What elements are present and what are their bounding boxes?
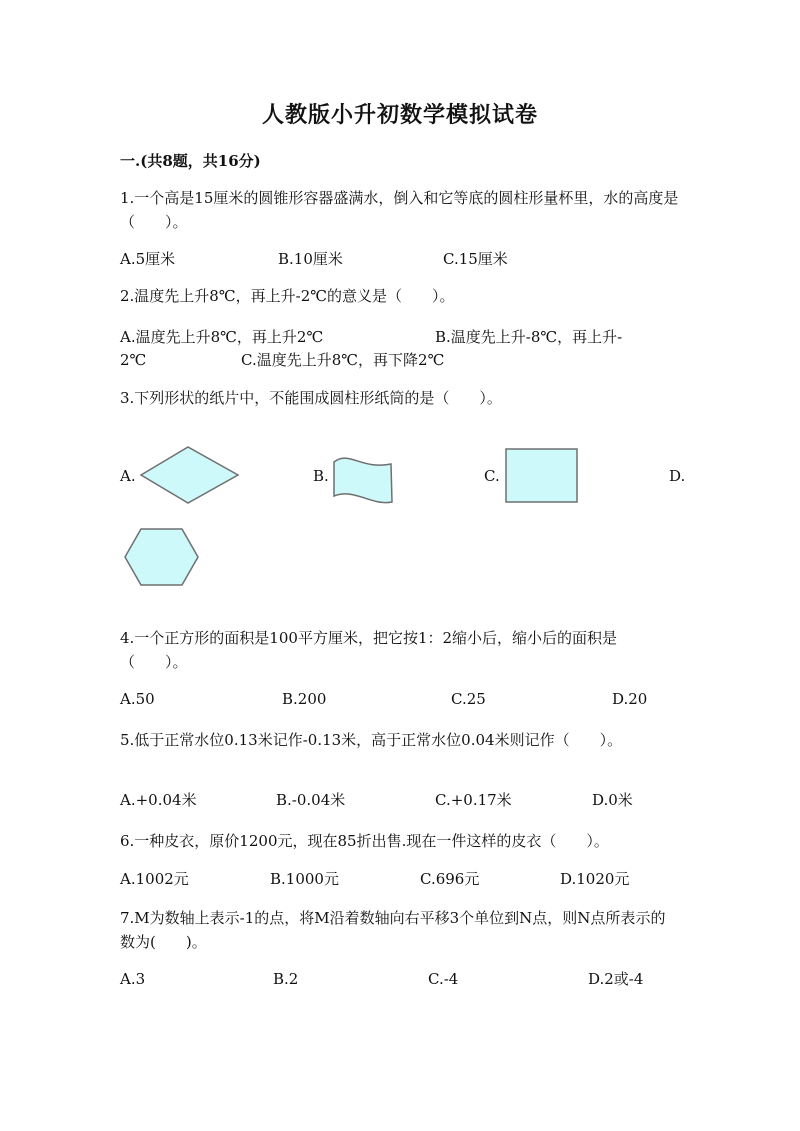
q4-option-d[interactable]: D.20 — [612, 690, 648, 708]
q6-option-b[interactable]: B.1000元 — [270, 870, 339, 888]
section-heading: 一.(共8题，共16分) — [120, 152, 261, 170]
q5-option-a[interactable]: A.+0.04米 — [120, 791, 197, 809]
page-title: 人教版小升初数学模拟试卷 — [261, 102, 538, 128]
question-1: 1.一个高是15厘米的圆锥形容器盛满水，倒入和它等底的圆柱形量杯里，水的高度是（ ）。 — [120, 189, 679, 231]
q5-option-b[interactable]: B.-0.04米 — [276, 791, 346, 809]
wavy-band-shape-icon — [331, 456, 395, 504]
q3-option-b[interactable]: B. — [313, 467, 329, 485]
question-7: 7.M为数轴上表示-1的点，将M沿着数轴向右平移3个单位到N点，则N点所表示的数为( )。 — [120, 909, 666, 951]
q2-option-b-continued: 2℃ — [120, 351, 147, 369]
q4-option-c[interactable]: C.25 — [451, 690, 486, 708]
q5-option-d[interactable]: D.0米 — [592, 791, 633, 809]
q2-option-a[interactable]: A.温度先上升8℃，再上升2℃ — [120, 328, 324, 346]
q1-option-a[interactable]: A.5厘米 — [120, 250, 176, 268]
rhombus-shape-icon — [140, 446, 240, 504]
q3-option-d[interactable]: D. — [669, 467, 686, 485]
question-2: 2.温度先上升8℃，再上升-2℃的意义是（ ）。 — [120, 287, 455, 305]
q4-option-a[interactable]: A.50 — [120, 690, 155, 708]
q2-option-b[interactable]: B.温度先上升-8℃，再上升- — [435, 328, 623, 346]
question-4: 4.一个正方形的面积是100平方厘米，把它按1：2缩小后，缩小后的面积是（ ）。 — [120, 629, 618, 671]
q6-option-c[interactable]: C.696元 — [420, 870, 480, 888]
q6-option-a[interactable]: A.1002元 — [120, 870, 189, 888]
q2-option-c[interactable]: C.温度先上升8℃，再下降2℃ — [241, 351, 445, 369]
question-6: 6.一种皮衣，原价1200元，现在85折出售.现在一件这样的皮衣（ ）。 — [120, 832, 609, 850]
q3-option-a[interactable]: A. — [120, 467, 136, 485]
q1-option-c[interactable]: C.15厘米 — [443, 250, 508, 268]
question-5: 5.低于正常水位0.13米记作-0.13米，高于正常水位0.04米则记作（ ）。 — [120, 731, 623, 749]
q7-option-c[interactable]: C.-4 — [428, 970, 459, 988]
rectangle-shape-icon — [505, 448, 579, 504]
q6-option-d[interactable]: D.1020元 — [560, 870, 630, 888]
q1-option-b[interactable]: B.10厘米 — [278, 250, 343, 268]
question-3: 3.下列形状的纸片中，不能围成圆柱形纸筒的是（ ）。 — [120, 389, 502, 407]
q3-option-c[interactable]: C. — [484, 467, 500, 485]
hexagon-shape-icon — [124, 528, 200, 586]
q7-option-d[interactable]: D.2或-4 — [588, 970, 644, 988]
q7-option-b[interactable]: B.2 — [273, 970, 299, 988]
q7-option-a[interactable]: A.3 — [120, 970, 146, 988]
q4-option-b[interactable]: B.200 — [282, 690, 327, 708]
q5-option-c[interactable]: C.+0.17米 — [435, 791, 512, 809]
